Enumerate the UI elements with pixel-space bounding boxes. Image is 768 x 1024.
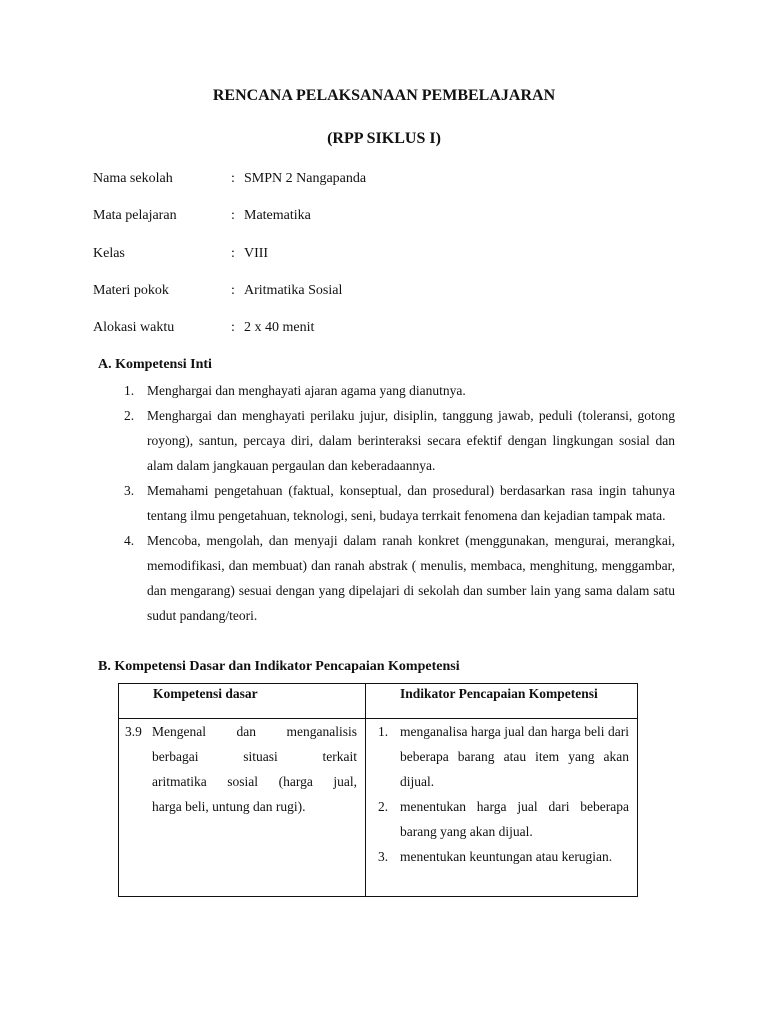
kd-cell [119, 719, 366, 897]
identity-label-school: Nama sekolah [93, 171, 173, 186]
kd-number: 3.9 [125, 724, 142, 739]
kd-line: berbagai situasi terkait [152, 749, 357, 764]
identity-value-topic: Aritmatika Sosial [244, 283, 343, 298]
list-item [124, 528, 675, 628]
kd-line: harga beli, untung dan rugi). [152, 799, 306, 814]
section-a-heading: A. Kompetensi Inti [98, 357, 212, 372]
list-item-number: 4. [124, 533, 135, 548]
identity-label-topic: Materi pokok [93, 283, 169, 298]
identity-label-subject: Mata pelajaran [93, 208, 177, 223]
identity-separator: : [231, 320, 235, 335]
indicator-item [378, 844, 629, 869]
indicator-cell [366, 719, 638, 897]
identity-separator: : [231, 246, 235, 261]
col-header-indikator: Indikator Pencapaian Kompetensi [366, 684, 638, 719]
identity-value-class: VIII [244, 246, 269, 261]
col-header-kompetensi-dasar: Kompetensi dasar [119, 684, 366, 719]
competence-table [118, 683, 638, 897]
list-item-number: 1. [124, 383, 135, 398]
indicator-item [378, 719, 629, 794]
identity-value-time: 2 x 40 menit [244, 320, 315, 335]
identity-value-school: SMPN 2 Nangapanda [244, 171, 367, 186]
kd-line: aritmatika sosial (harga jual, [152, 774, 357, 789]
document-title: RENCANA PELAKSANAAN PEMBELAJARAN [212, 87, 556, 104]
indicator-number: 1. [378, 724, 389, 739]
list-item [124, 378, 675, 403]
identity-separator: : [231, 171, 235, 186]
indicator-number: 3. [378, 849, 389, 864]
document-subtitle: (RPP SIKLUS I) [327, 130, 441, 147]
identity-separator: : [231, 208, 235, 223]
core-competence-list [124, 378, 675, 628]
indicator-item [378, 794, 629, 844]
list-item [124, 403, 675, 478]
indicator-number: 2. [378, 799, 389, 814]
list-item-text: Memahami pengetahuan (faktual, konseptual, dan prosedural) berdasarkan rasa ingin tahunya tentang ilmu pengetahuan, teknologi, seni, budaya terrkait fenomena dan kejadian tampak mata. [147, 483, 675, 523]
indicator-text: menentukan keuntungan atau kerugian. [400, 849, 613, 864]
list-item-text: Menghargai dan menghayati ajaran agama yang dianutnya. [147, 383, 466, 398]
table-header-row [119, 684, 638, 719]
identity-value-subject: Matematika [244, 208, 311, 223]
list-item-text: Menghargai dan menghayati perilaku jujur, disiplin, tanggung jawab, peduli (toleransi, gotong royong), santun, percaya diri, dalam berinteraksi secara efektif dengan lingkungan sosial dan alam dalam jangkauan pergaulan dan keberadaannya. [147, 408, 675, 473]
indicator-text: menganalisa harga jual dan harga beli dari beberapa barang atau item yang akan dijual. [400, 724, 629, 789]
kd-line: Mengenal dan menganalisis [152, 724, 357, 739]
identity-label-time: Alokasi waktu [93, 320, 175, 335]
list-item [124, 478, 675, 528]
identity-label-class: Kelas [93, 246, 125, 261]
indicator-text: menentukan harga jual dari beberapa barang yang akan dijual. [400, 799, 629, 839]
list-item-number: 3. [124, 483, 135, 498]
section-b-heading: B. Kompetensi Dasar dan Indikator Pencapaian Kompetensi [98, 659, 460, 674]
list-item-number: 2. [124, 408, 135, 423]
identity-separator: : [231, 283, 235, 298]
table-row [119, 719, 638, 897]
list-item-text: Mencoba, mengolah, dan menyaji dalam ranah konkret (menggunakan, mengurai, merangkai, memodifikasi, dan membuat) dan ranah abstrak ( menulis, membaca, menghitung, menggambar, dan mengarang) sesuai dengan yang dipelajari di sekolah dan sumber lain yang sama dalam satu sudut pandang/teori. [147, 533, 675, 623]
